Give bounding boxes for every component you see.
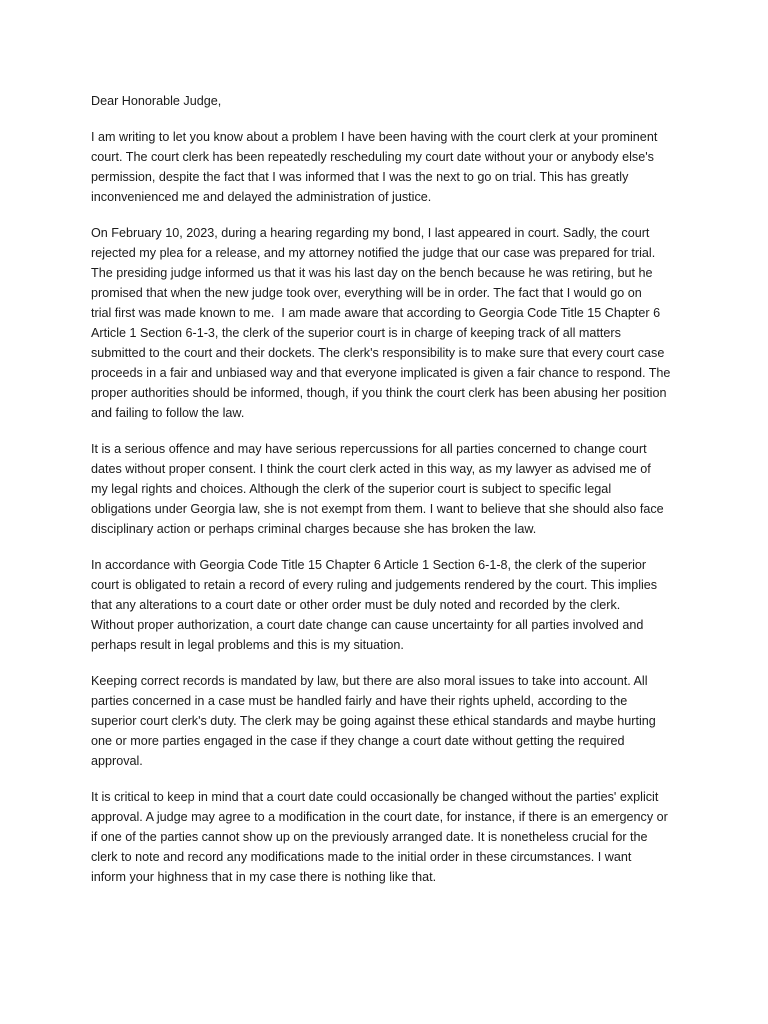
text-line: if one of the parties cannot show up on the previously arranged date. It is nonetheless crucial for the	[91, 830, 648, 844]
text-line: In accordance with Georgia Code Title 15 Chapter 6 Article 1 Section 6-1-8, the clerk of the superior	[91, 558, 647, 572]
paragraph-2	[91, 223, 691, 423]
text-line: approval.	[91, 754, 143, 768]
text-line: permission, despite the fact that I was informed that I was the next to go on trial. This has greatly	[91, 170, 629, 184]
text-line: court is obligated to retain a record of every ruling and judgements rendered by the court. This implies	[91, 578, 658, 592]
text-line: dates without proper consent. I think the court clerk acted in this way, as my lawyer as advised me of	[91, 462, 651, 476]
salutation: Dear Honorable Judge,	[91, 94, 222, 108]
paragraph-1	[91, 127, 691, 207]
text-line: proceeds in a fair and unbiased way and that everyone implicated is given a fair chance to respond. The	[91, 366, 671, 380]
text-line: rejected my plea for a release, and my attorney notified the judge that our case was prepared for trial.	[91, 246, 656, 260]
text-line: It is a serious offence and may have serious repercussions for all parties concerned to change court	[91, 442, 647, 456]
text-line: submitted to the court and their dockets. The clerk's responsibility is to make sure that every court case	[91, 346, 665, 360]
text-line: It is critical to keep in mind that a court date could occasionally be changed without the parties' explicit	[91, 790, 659, 804]
text-line: obligations under Georgia law, she is not exempt from them. I want to believe that she should also face	[91, 502, 664, 516]
text-line: court. The court clerk has been repeatedly rescheduling my court date without your or anybody else's	[91, 150, 654, 164]
text-line: Without proper authorization, a court date change can cause uncertainty for all parties involved and	[91, 618, 644, 632]
text-line: inconvenienced me and delayed the administration of justice.	[91, 190, 432, 204]
text-line: superior court clerk's duty. The clerk may be going against these ethical standards and maybe hurting	[91, 714, 656, 728]
paragraph-6	[91, 787, 691, 887]
text-line: Keeping correct records is mandated by law, but there are also moral issues to take into account. All	[91, 674, 648, 688]
text-line: perhaps result in legal problems and this is my situation.	[91, 638, 404, 652]
text-line: proper authorities should be informed, though, if you think the court clerk has been abusing her position	[91, 386, 667, 400]
text-line: promised that when the new judge took over, everything will be in order. The fact that I would go on	[91, 286, 642, 300]
paragraph-3	[91, 439, 691, 539]
text-line: disciplinary action or perhaps criminal charges because she has broken the law.	[91, 522, 537, 536]
text-line: that any alterations to a court date or other order must be duly noted and recorded by the clerk.	[91, 598, 621, 612]
text-line: Article 1 Section 6-1-3, the clerk of the superior court is in charge of keeping track of all matters	[91, 326, 621, 340]
text-line: trial first was made known to me. I am made aware that according to Georgia Code Title 15 Chapter 6	[91, 306, 661, 320]
text-line: inform your highness that in my case there is nothing like that.	[91, 870, 437, 884]
text-line: one or more parties engaged in the case if they change a court date without getting the required	[91, 734, 625, 748]
text-line: parties concerned in a case must be handled fairly and have their rights upheld, according to the	[91, 694, 628, 708]
letter-body	[91, 91, 691, 903]
paragraph-4	[91, 555, 691, 655]
text-line: On February 10, 2023, during a hearing regarding my bond, I last appeared in court. Sadly, the court	[91, 226, 650, 240]
paragraph-5	[91, 671, 691, 771]
text-line: my legal rights and choices. Although the clerk of the superior court is subject to specific legal	[91, 482, 612, 496]
text-line: and failing to follow the law.	[91, 406, 245, 420]
text-line: clerk to note and record any modifications made to the initial order in these circumstances. I want	[91, 850, 632, 864]
text-line: approval. A judge may agree to a modification in the court date, for instance, if there is an emergency or	[91, 810, 668, 824]
text-line: I am writing to let you know about a problem I have been having with the court clerk at your prominent	[91, 130, 658, 144]
text-line: The presiding judge informed us that it was his last day on the bench because he was retiring, but he	[91, 266, 653, 280]
